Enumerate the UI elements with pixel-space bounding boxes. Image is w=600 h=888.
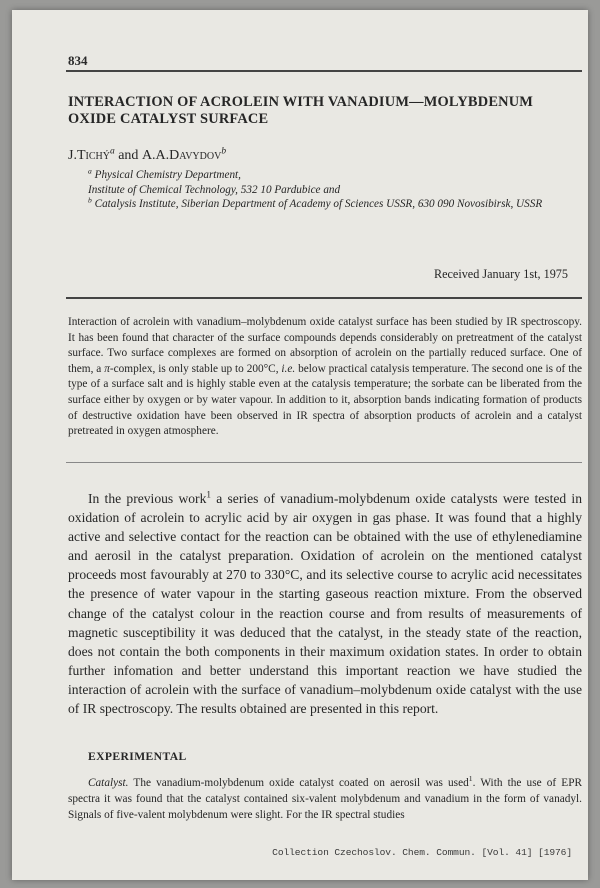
reference-mark: 1 bbox=[468, 774, 473, 784]
subsection-label: Catalyst. bbox=[88, 777, 129, 789]
abstract-bottom-rule bbox=[66, 462, 582, 463]
article-title: INTERACTION OF ACROLEIN WITH VANADIUM—MOLYBDENUM OXIDE CATALYST SURFACE bbox=[68, 94, 534, 127]
author-connector: and bbox=[114, 148, 142, 163]
experimental-paragraph: Catalyst. The vanadium-molybdenum oxide catalyst coated on aerosil was used$^1$. With the use of EPR spectra it was found that the catalyst contained six-valent molybdenum and vanadium in the form of vanadyl. Signals of five-valent molybdenum were slight. For the IR spectral studies bbox=[68, 774, 583, 821]
author-list bbox=[68, 148, 226, 164]
journal-page bbox=[12, 10, 588, 880]
section-heading-experimental: EXPERIMENTAL bbox=[88, 750, 187, 763]
page-number: 834 bbox=[68, 53, 88, 68]
author-name: J.Tichý bbox=[68, 148, 110, 163]
abstract: Interaction of acrolein with vanadium–molybdenum oxide catalyst surface has been studied by IR spectroscopy. It has been found that character of the surface compounds depends considerably on pretreatment of the catalyst surface. Two surface complexes are formed on absorption of acrolein on the partially reduced surface. One of them, a π-complex, is only stable up to 200°C, i.e. below practical catalysis temperature. The second one is of the type of a surface salt and is highly stable even at the catalysis temperature; the sorbate can be liberated from the surface either by oxygen or by water vapour. In addition to it, absorption bands indicating formation of products of destructive oxidation have been observed in IR spectra of absorption products of acrolein and a catalyst pretreated in oxygen atmosphere. bbox=[68, 316, 583, 438]
journal-footer: Collection Czechoslov. Chem. Commun. [Vol. 41] [1976] bbox=[272, 847, 572, 858]
affiliation-a: $^a$ Physical Chemistry Department, bbox=[88, 166, 241, 181]
author-affiliation-mark: b bbox=[221, 146, 227, 157]
reference-mark: 1 bbox=[206, 489, 212, 500]
affiliation-mark: a bbox=[88, 166, 92, 176]
author-affiliation-mark: a bbox=[109, 146, 115, 157]
abstract-top-rule bbox=[66, 297, 582, 299]
affiliations bbox=[88, 168, 588, 212]
affiliation-mark: b bbox=[88, 195, 92, 205]
introduction-paragraph: In the previous work$^1$ a series of vanadium-molybdenum oxide catalysts were tested in oxidation of acrolein to acrylic acid by air oxygen in gas phase. It was found that a highly active and selective contact for the reaction can be obtained with the use of ethylenediamine and aerosil in the catalyst preparation. Oxidation of acrolein on the mentioned catalyst proceeds most favourably at 270 to 330°C, and its selective course to acrylic acid necessitates the presence of water vapour in the starting gaseous reaction mixture. From the observed change of the catalyst colour in the reaction course and from results of measurements of magnetic susceptibility it was deduced that the catalyst, in the steady state of the reaction, does not contain the both components in their maximum oxidation states. In order to obtain further infomation and better understand this important reaction we have studied the interaction of acrolein with the surface of vanadium–molybdenum oxide catalyst with the use of IR spectroscopy. The results obtained are presented in this report. bbox=[68, 489, 582, 717]
author-name: A.A.Davydov bbox=[141, 148, 222, 163]
affiliation-a-line2: Institute of Chemical Technology, 532 10 Pardubice and bbox=[88, 183, 341, 196]
affiliation-b: $^b$ Catalysis Institute, Siberian Department of Academy of Sciences USSR, 630 090 Novosibirsk, USSR bbox=[88, 195, 543, 210]
header-rule bbox=[66, 70, 582, 72]
received-date: Received January 1st, 1975 bbox=[433, 267, 568, 281]
